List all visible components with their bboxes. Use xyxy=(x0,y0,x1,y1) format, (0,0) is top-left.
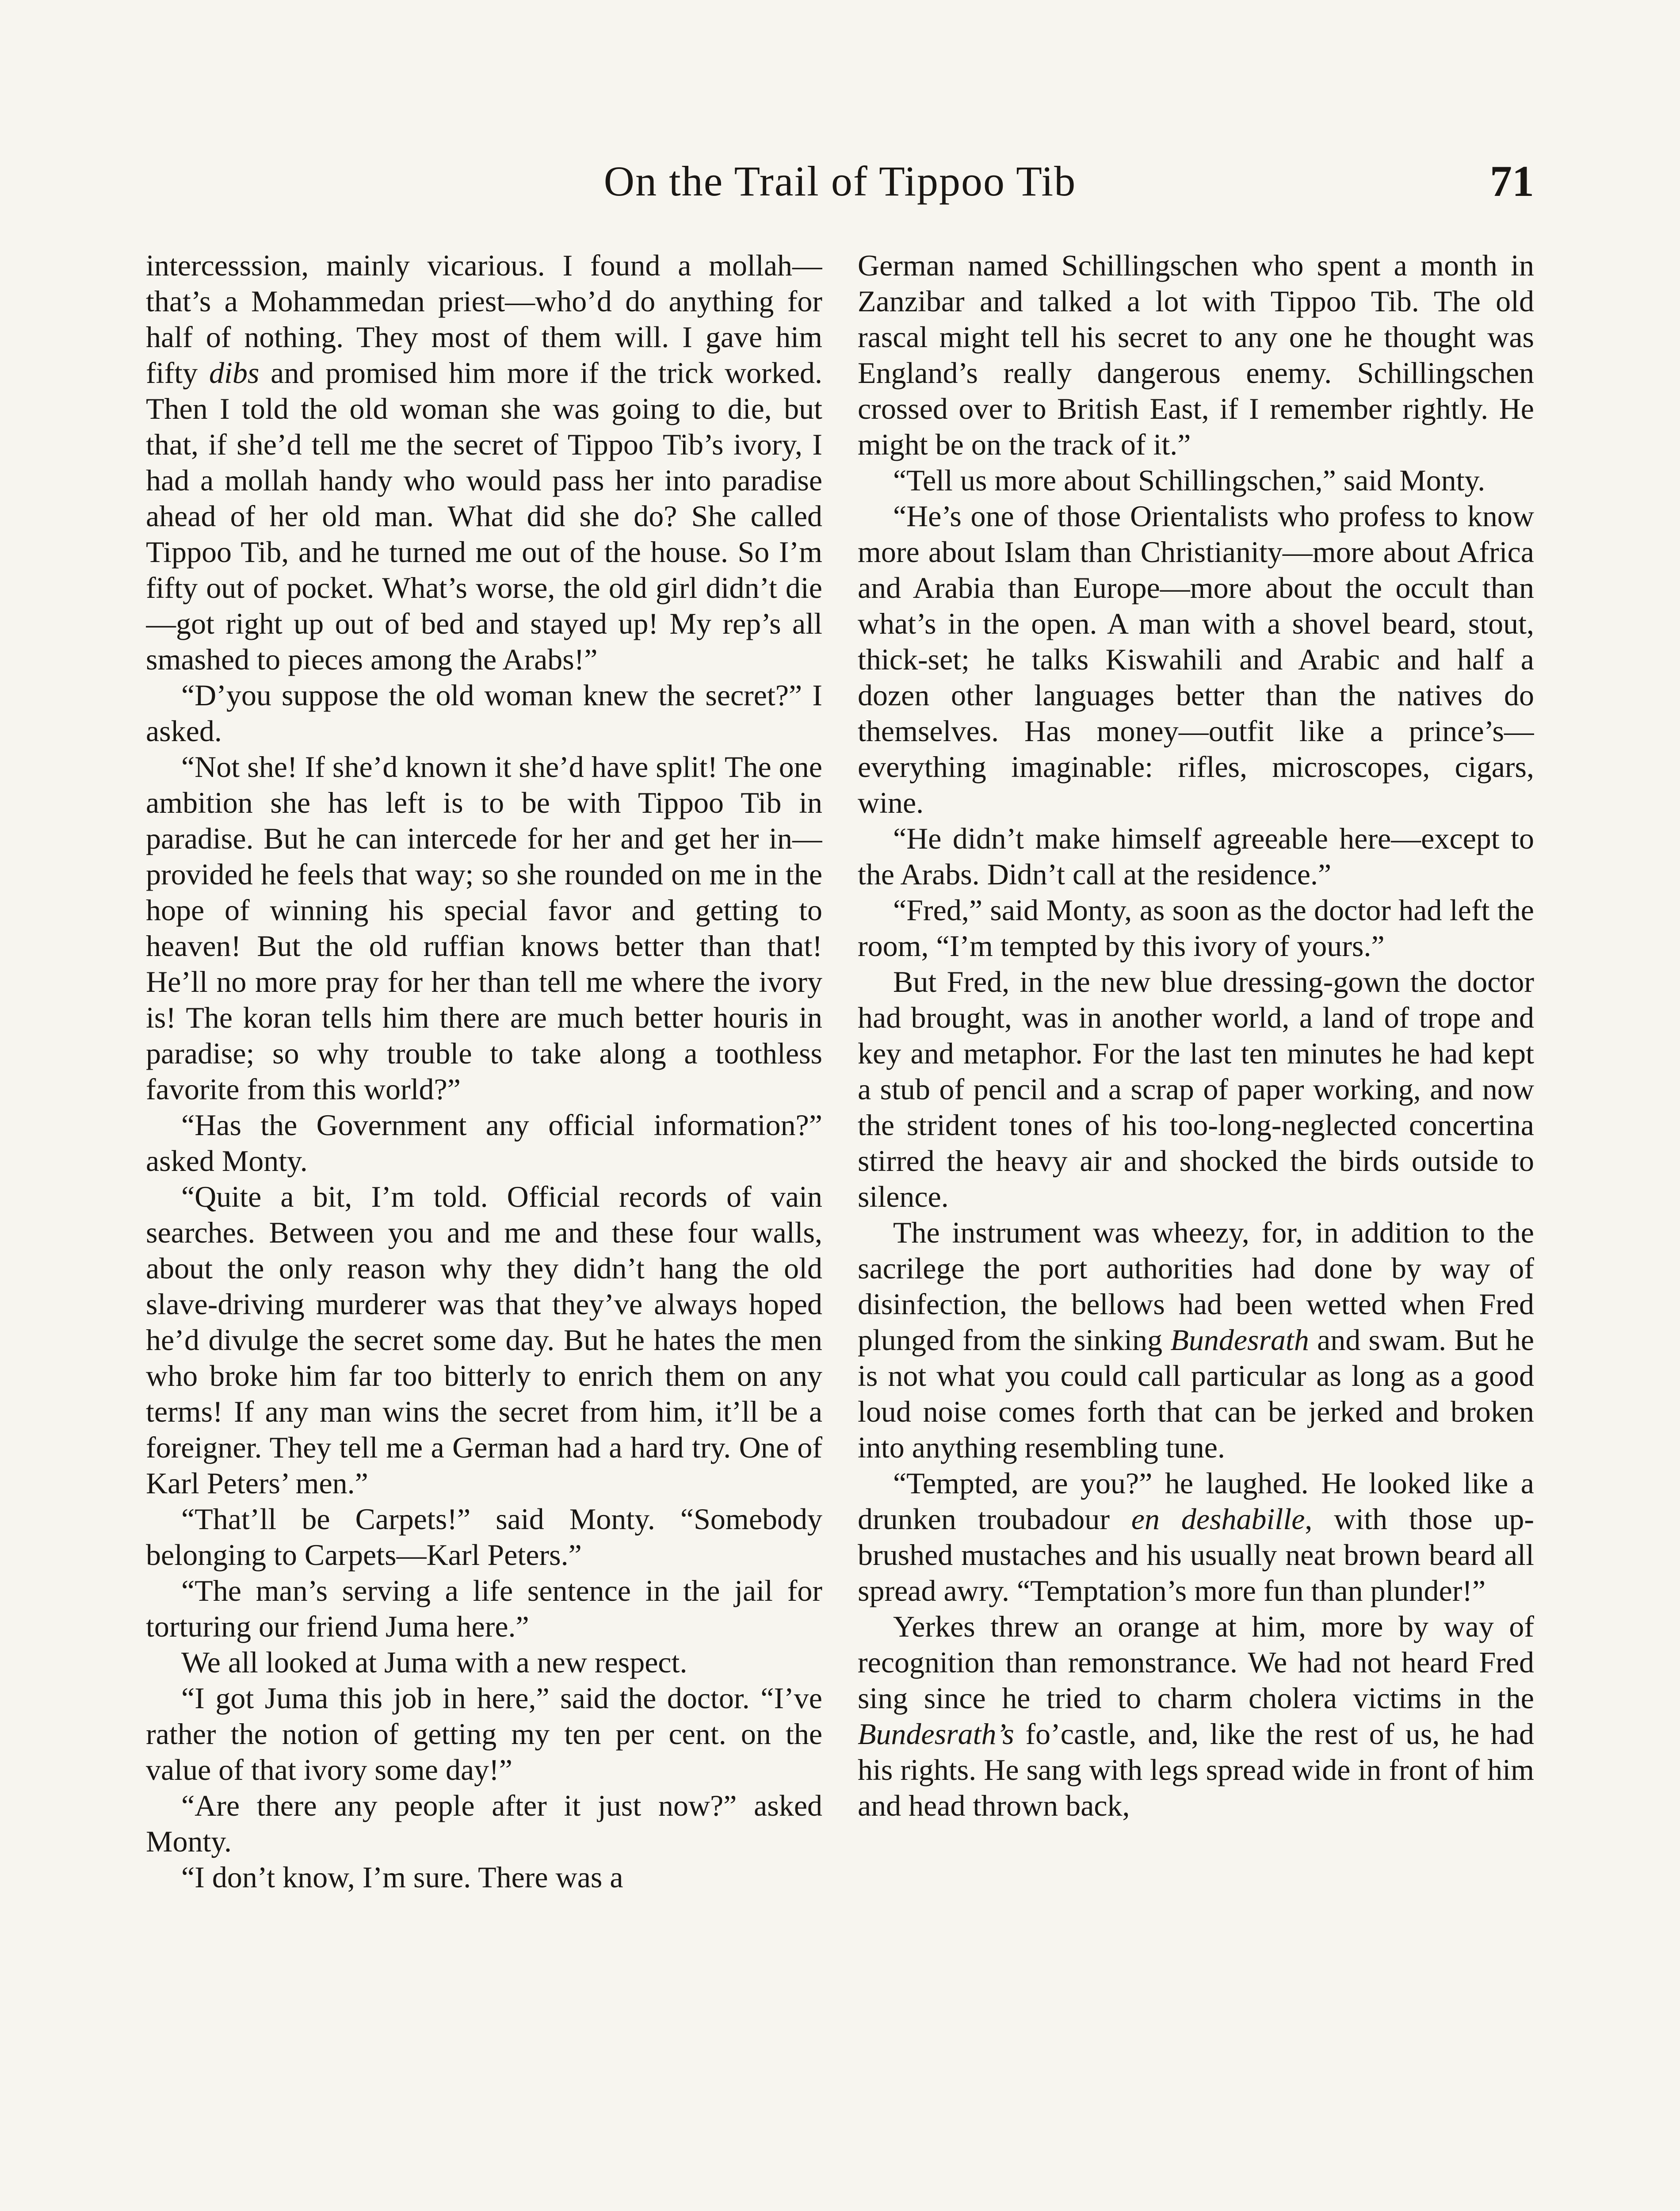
text-run: “Tell us more about Schillingschen,” said Monty. xyxy=(893,463,1485,497)
text-run: “Quite a bit, I’m told. Official records of vain searches. Between you and me and these four walls, about the only reason why they didn’t hang the old slave-driving murderer was that they’ve always hoped he’d divulge the secret some day. But he hates the men who broke him far too bitterly to enrich them on any terms! If any man wins the secret from him, it’ll be a foreigner. They tell me a German had a hard try. One of Karl Peters’ men.” xyxy=(146,1180,822,1500)
text-run: “Tempted, are you?” he laughed. He looked like a drunken troubadour xyxy=(858,1466,1534,1536)
paragraph xyxy=(858,248,1534,463)
text-run: “D’you suppose the old woman knew the secret?” I asked. xyxy=(146,678,822,748)
paragraph xyxy=(858,1215,1534,1465)
text-run: The instrument was wheezy, for, in addition to the sacrilege the port authorities had done by way of disinfection, the bellows had been wetted when Fred plunged from the sinking xyxy=(858,1216,1534,1357)
running-title: On the Trail of Tippoo Tib xyxy=(603,157,1077,205)
paragraph xyxy=(146,1573,822,1645)
text-run: “He didn’t make himself agreeable here—except to the Arabs. Didn’t call at the residence.” xyxy=(858,822,1534,891)
italic-text: en deshabille xyxy=(1131,1502,1305,1536)
text-run: “The man’s serving a life sentence in the jail for torturing our friend Juma here.” xyxy=(146,1574,822,1643)
text-run: We all looked at Juma with a new respect. xyxy=(181,1645,687,1679)
paragraph xyxy=(146,749,822,1107)
text-run: “That’ll be Carpets!” said Monty. “Somebody belonging to Carpets—Karl Peters.” xyxy=(146,1502,822,1572)
paragraph xyxy=(858,892,1534,964)
paragraph xyxy=(146,1680,822,1788)
paragraph xyxy=(858,1465,1534,1609)
text-run: “Has the Government any official information?” asked Monty. xyxy=(146,1108,822,1178)
right-column xyxy=(858,248,1534,2211)
text-columns xyxy=(146,248,1534,2211)
text-run: fo’castle, and, like the rest of us, he had his rights. He sang with legs spread wide in front of him and head thrown back, xyxy=(858,1717,1534,1822)
text-run: “Fred,” said Monty, as soon as the doctor had left the room, “I’m tempted by this ivory of yours.” xyxy=(858,893,1534,963)
italic-text: dibs xyxy=(209,356,260,390)
text-run: German named Schillingschen who spent a month in Zanzibar and talked a lot with Tippoo Tib. The old rascal might tell his secret to any one he thought was England’s really dangerous enemy. Schillingschen crossed over to British East, if I remember rightly. He might be on the track of it.” xyxy=(858,249,1534,461)
paragraph xyxy=(858,463,1534,498)
italic-text: Bundesrath’s xyxy=(858,1717,1014,1751)
text-run: , with those up-brushed mustaches and his usually neat brown beard all spread awry. “Temptation’s more fun than plunder!” xyxy=(858,1502,1534,1607)
paragraph xyxy=(146,1107,822,1179)
text-run: “I don’t know, I’m sure. There was a xyxy=(181,1860,623,1894)
text-run: and swam. But he is not what you could call particular as long as a good loud noise comes forth that can be jerked and broken into anything resembling tune. xyxy=(858,1323,1534,1464)
page-number: 71 xyxy=(1490,157,1534,206)
paragraph xyxy=(858,498,1534,821)
paragraph xyxy=(146,677,822,749)
paragraph xyxy=(858,1609,1534,1824)
paragraph xyxy=(146,1859,822,1895)
paragraph xyxy=(146,1179,822,1501)
text-run: “He’s one of those Orientalists who profess to know more about Islam than Christianity—more about Africa and Arabia than Europe—more about the occult than what’s in the open. A man with a shovel beard, stout, thick-set; he talks Kiswahili and Arabic and half a dozen other languages better than the natives do themselves. Has money—outfit like a prince’s—everything imaginable: rifles, microscopes, cigars, wine. xyxy=(858,499,1534,819)
text-run: But Fred, in the new blue dressing-gown the doctor had brought, was in another world, a land of trope and key and metaphor. For the last ten minutes he had kept a stub of pencil and a scrap of paper working, and now the strident tones of his too-long-neglected concertina stirred the heavy air and shocked the birds outside to silence. xyxy=(858,965,1534,1213)
text-run: “I got Juma this job in here,” said the doctor. “I’ve rather the notion of getting my ten per cent. on the value of that ivory some day!” xyxy=(146,1681,822,1786)
text-run: and promised him more if the trick worked. Then I told the old woman she was going to die, but that, if she’d tell me the secret of Tippoo Tib’s ivory, I had a mollah handy who would pass her into paradise ahead of her old man. What did she do? She called Tippoo Tib, and he turned me out of the house. So I’m fifty out of pocket. What’s worse, the old girl didn’t die—got right up out of bed and stayed up! My rep’s all smashed to pieces among the Arabs!” xyxy=(146,356,822,676)
running-head xyxy=(146,150,1534,212)
paragraph xyxy=(146,1645,822,1680)
paragraph xyxy=(858,964,1534,1215)
paragraph xyxy=(146,248,822,677)
paragraph xyxy=(858,821,1534,892)
text-run: “Not she! If she’d known it she’d have split! The one ambition she has left is to be with Tippoo Tib in paradise. But he can intercede for her and get her in—provided he feels that way; so she rounded on me in the hope of winning his special favor and getting to heaven! But the old ruffian knows better than that! He’ll no more pray for her than tell me where the ivory is! The koran tells him there are much better houris in paradise; so why trouble to take along a toothless favorite from this world?” xyxy=(146,750,822,1106)
left-column xyxy=(146,248,822,2211)
paragraph xyxy=(146,1501,822,1573)
text-run: intercesssion, mainly vicarious. I found a mollah—that’s a Mohammedan priest—who’d do anything for half of nothing. They most of them will. I gave him fifty xyxy=(146,249,822,390)
text-run: Yerkes threw an orange at him, more by way of recognition than remonstrance. We had not heard Fred sing since he tried to charm cholera victims in the xyxy=(858,1610,1534,1715)
text-run: “Are there any people after it just now?” asked Monty. xyxy=(146,1789,822,1858)
italic-text: Bundesrath xyxy=(1170,1323,1309,1357)
paragraph xyxy=(146,1788,822,1859)
